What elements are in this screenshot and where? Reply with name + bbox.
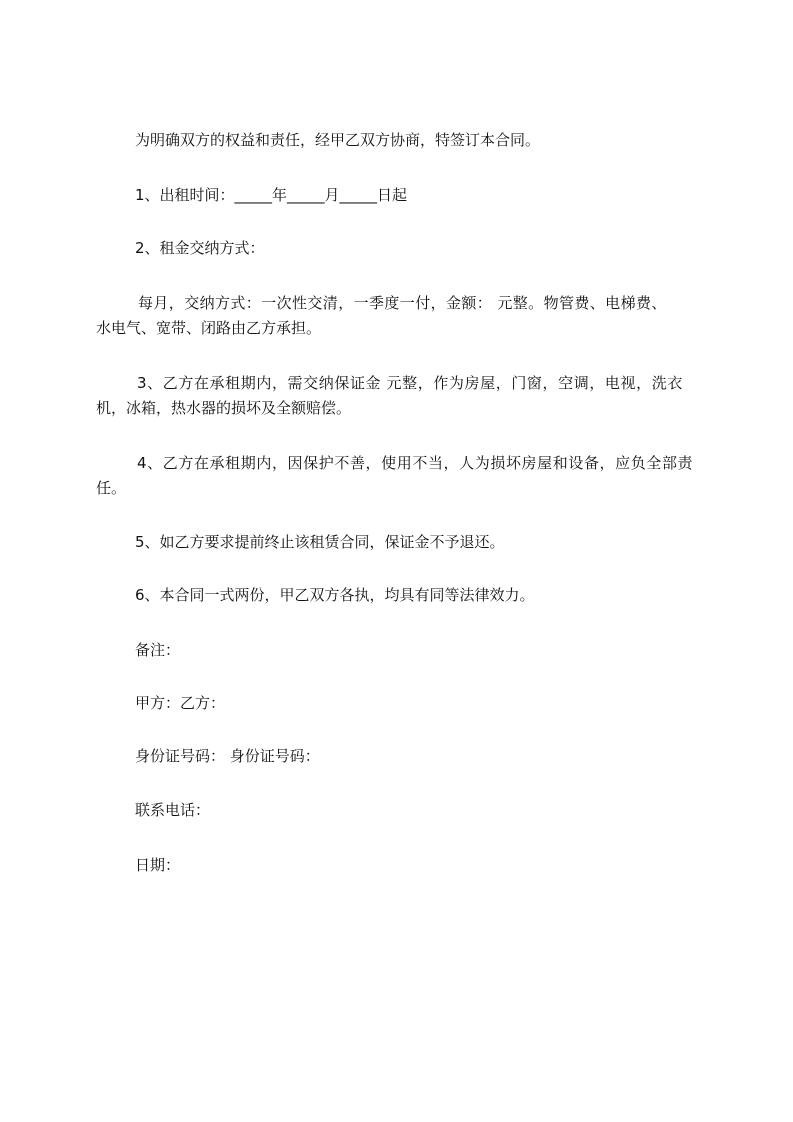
remark-label: 备注： [135, 641, 181, 659]
clause-damage-line-2: 任。 [96, 479, 127, 497]
clause-payment-method: 2、租金交纳方式： [135, 239, 265, 257]
payment-details-line-1: 每月，交纳方式：一次性交清，一季度一付，金额： 元整。物管费、电梯费、 [138, 294, 667, 312]
date-label: 日期： [135, 856, 181, 874]
clause-rental-period: 1、出租时间：_____年_____月_____日起 [135, 186, 408, 204]
clause-deposit-line-1: 3、乙方在承租期内，需交纳保证金 元整，作为房屋，门窗，空调，电视，洗衣 [137, 374, 683, 392]
clause-copies: 6、本合同一式两份，甲乙双方各执，均具有同等法律效力。 [135, 586, 535, 604]
parties-label: 甲方：乙方： [135, 694, 226, 712]
intro-paragraph: 为明确双方的权益和责任，经甲乙双方协商，特签订本合同。 [135, 131, 541, 149]
clause-damage-line-1: 4、乙方在承租期内，因保护不善，使用不当，人为损坏房屋和设备，应负全部责 [137, 454, 694, 472]
clause-early-termination: 5、如乙方要求提前终止该租赁合同，保证金不予退还。 [135, 533, 505, 551]
phone-label: 联系电话： [135, 801, 211, 819]
clause-deposit-line-2: 机，冰箱，热水器的损坏及全额赔偿。 [96, 399, 352, 417]
id-number-label: 身份证号码： 身份证号码： [135, 747, 320, 765]
payment-details-line-2: 水电气、宽带、闭路由乙方承担。 [96, 319, 322, 337]
